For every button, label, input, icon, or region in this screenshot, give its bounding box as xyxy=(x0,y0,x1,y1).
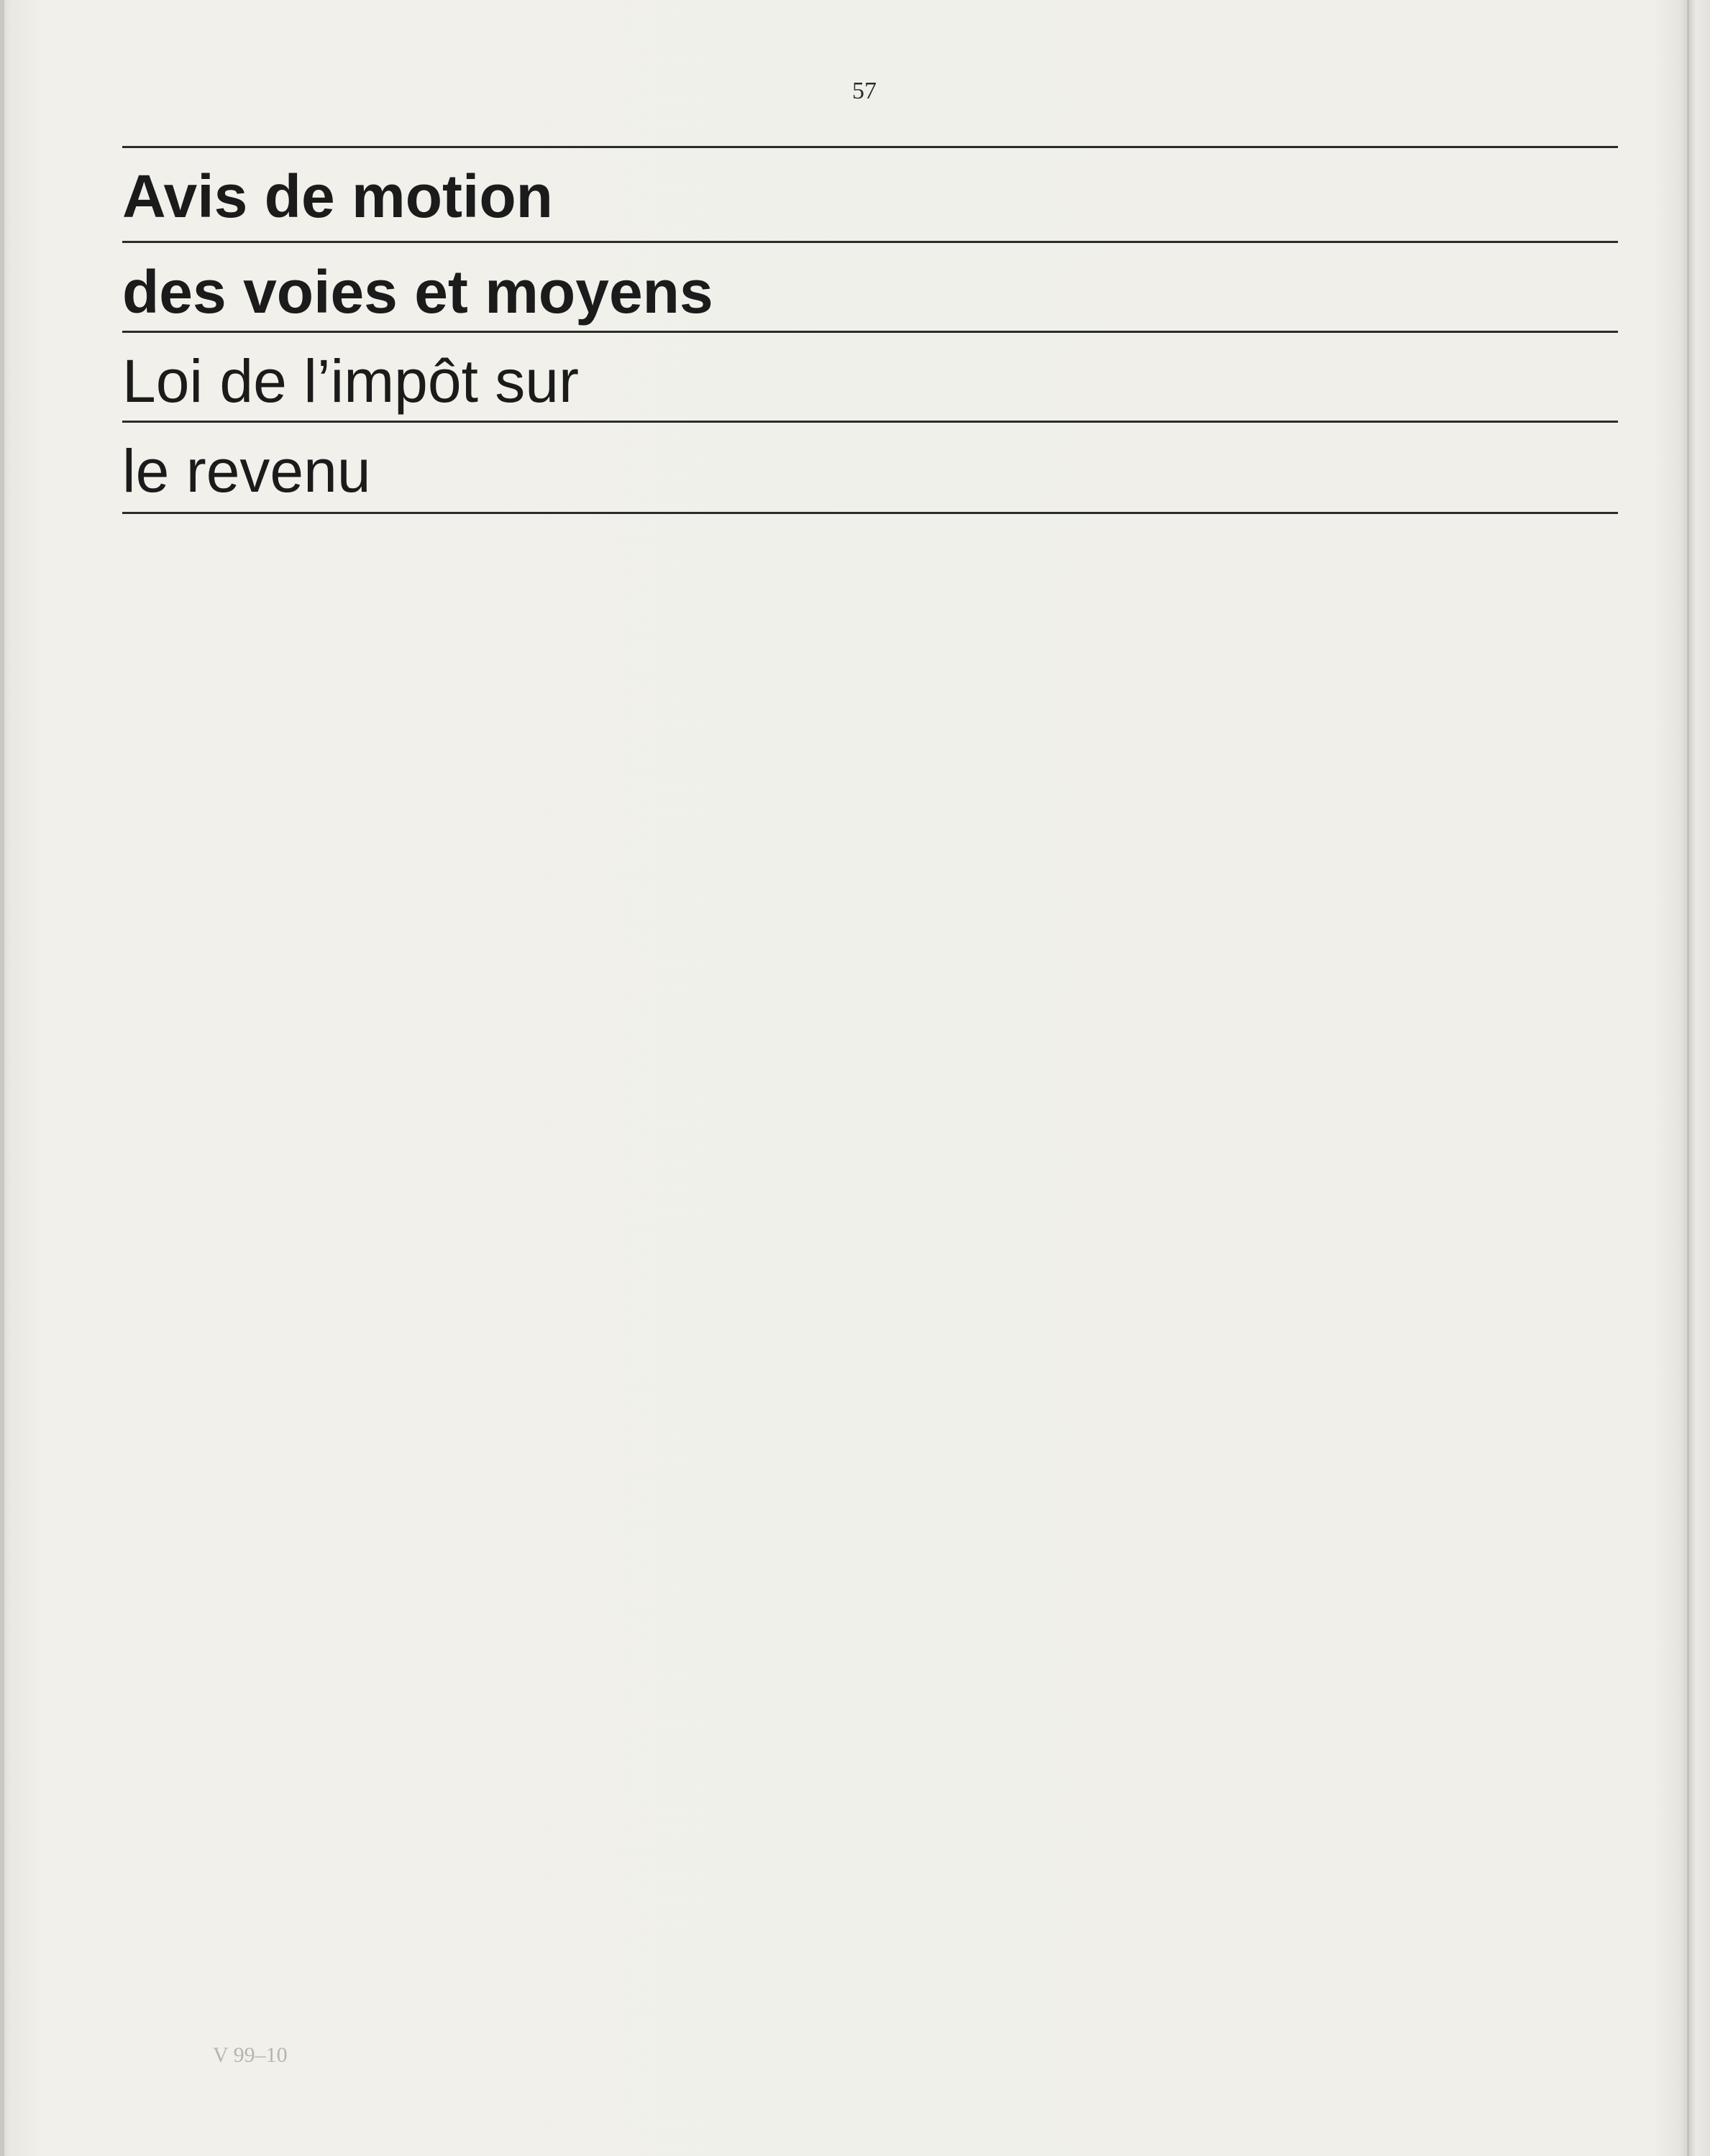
subtitle-line-2: le revenu xyxy=(122,437,371,505)
title-rule-2 xyxy=(122,241,1618,243)
title-rule-4 xyxy=(122,421,1618,423)
title-rule-3 xyxy=(122,331,1618,333)
title-rule-top xyxy=(122,146,1618,148)
subtitle-line-1: Loi de l’impôt sur xyxy=(122,347,579,415)
page-right-fold xyxy=(1687,0,1689,2156)
title-rule-bottom xyxy=(122,512,1618,514)
footer-code: V 99–10 xyxy=(213,2043,288,2067)
title-line-2: des voies et moyens xyxy=(122,258,713,326)
page-number: 57 xyxy=(852,78,877,104)
title-line-1: Avis de motion xyxy=(122,162,553,230)
page-left-edge xyxy=(0,0,4,2156)
